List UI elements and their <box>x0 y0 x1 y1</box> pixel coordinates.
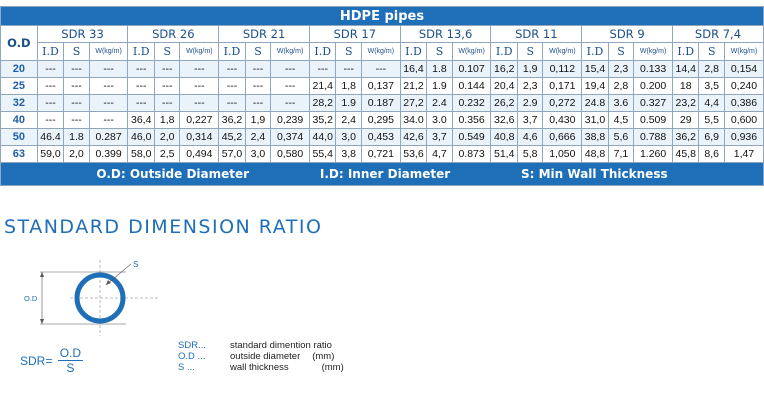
table-cell: 1,8 <box>336 78 361 95</box>
table-cell: 42,6 <box>400 129 427 146</box>
table-cell: 1.9 <box>336 95 361 112</box>
table-cell: --- <box>271 95 310 112</box>
table-cell: --- <box>219 61 246 78</box>
table-cell: 3,5 <box>699 78 724 95</box>
formula-denominator: S <box>66 361 75 375</box>
od-cell: 40 <box>1 112 38 129</box>
table-cell: 0.107 <box>452 61 491 78</box>
table-cell: 0.509 <box>634 112 673 129</box>
table-title: HDPE pipes <box>1 7 764 26</box>
table-cell: 0,112 <box>543 61 582 78</box>
table-cell: 0,227 <box>180 112 219 129</box>
od-arrow-top <box>40 272 44 277</box>
s-sub-header: S <box>245 43 270 61</box>
table-cell: 28,2 <box>309 95 336 112</box>
table-cell: --- <box>128 95 155 112</box>
table-cell: 0,171 <box>543 78 582 95</box>
s-arrow <box>106 280 111 285</box>
table-cell: 2,8 <box>699 61 724 78</box>
table-cell: --- <box>180 95 219 112</box>
table-cell: --- <box>309 61 336 78</box>
weight-sub-header: W(kg/m) <box>634 43 673 61</box>
table-cell: 32,6 <box>491 112 518 129</box>
sdr-group-header: SDR 33 <box>37 26 128 43</box>
table-cell: 34.0 <box>400 112 427 129</box>
table-cell: --- <box>37 61 64 78</box>
weight-sub-header: W(kg/m) <box>180 43 219 61</box>
table-cell: 0,430 <box>543 112 582 129</box>
table-cell: 19,4 <box>582 78 609 95</box>
table-cell: 0.187 <box>361 95 400 112</box>
definition-s: S ... wall thickness (mm) <box>178 362 344 373</box>
table-cell: --- <box>245 61 270 78</box>
s-sub-header: S <box>608 43 633 61</box>
definition-od: O.D ... outside diameter (mm) <box>178 351 335 362</box>
weight-sub-header: W(kg/m) <box>89 43 128 61</box>
table-cell: 2.9 <box>517 95 542 112</box>
sdr-group-header: SDR 26 <box>128 26 219 43</box>
sdr-group-header: SDR 21 <box>219 26 310 43</box>
legend-s: S: Min Wall Thickness <box>521 167 668 181</box>
table-cell: 0,600 <box>724 112 763 129</box>
formula-fraction <box>58 346 83 375</box>
table-cell: 3,7 <box>517 112 542 129</box>
id-sub-header: I.D <box>491 43 518 61</box>
table-cell: --- <box>180 61 219 78</box>
table-cell: 55,4 <box>309 146 336 163</box>
legend-id: I.D: Inner Diameter <box>319 167 451 181</box>
table-cell: 0,314 <box>180 129 219 146</box>
table-cell: 0,295 <box>361 112 400 129</box>
table-cell: 1.8 <box>427 61 452 78</box>
table-cell: --- <box>361 61 400 78</box>
table-cell: --- <box>180 78 219 95</box>
sdr-group-header: SDR 9 <box>582 26 673 43</box>
table-cell: 8,6 <box>699 146 724 163</box>
table-cell: --- <box>64 95 89 112</box>
table-cell: 18 <box>672 78 699 95</box>
table-cell: --- <box>89 61 128 78</box>
table-cell: --- <box>89 112 128 129</box>
weight-sub-header: W(kg/m) <box>543 43 582 61</box>
sdr-group-header: SDR 13,6 <box>400 26 491 43</box>
table-cell: 0,374 <box>271 129 310 146</box>
formula-numerator: O.D <box>59 346 82 360</box>
od-cell: 63 <box>1 146 38 163</box>
table-cell: --- <box>128 78 155 95</box>
table-cell: 53,6 <box>400 146 427 163</box>
table-row <box>1 112 764 129</box>
od-column-header: O.D <box>1 26 38 61</box>
table-cell: 48,8 <box>582 146 609 163</box>
table-cell: 21,2 <box>400 78 427 95</box>
table-cell: 46.4 <box>37 129 64 146</box>
id-sub-header: I.D <box>400 43 427 61</box>
table-cell: 5,8 <box>517 146 542 163</box>
table-cell: 0.200 <box>634 78 673 95</box>
section-heading: STANDARD DIMENSION RATIO <box>4 216 323 238</box>
s-sub-header: S <box>427 43 452 61</box>
sdr-group-header: SDR 17 <box>309 26 400 43</box>
table-cell: 29 <box>672 112 699 129</box>
table-cell: 2,0 <box>154 129 179 146</box>
table-cell: 0.144 <box>452 78 491 95</box>
s-label: S <box>133 260 139 269</box>
table-cell: 36,2 <box>672 129 699 146</box>
table-cell: 2.4 <box>427 95 452 112</box>
table-cell: 4,5 <box>608 112 633 129</box>
table-cell: --- <box>271 61 310 78</box>
table-cell: 23,2 <box>672 95 699 112</box>
table-cell: 36,4 <box>128 112 155 129</box>
table-cell: 3,8 <box>336 146 361 163</box>
table-cell: 4,7 <box>427 146 452 163</box>
table-cell: 0.549 <box>452 129 491 146</box>
s-sub-header: S <box>64 43 89 61</box>
table-cell: 4,4 <box>699 95 724 112</box>
table-cell: 0.788 <box>634 129 673 146</box>
table-cell: 2,5 <box>154 146 179 163</box>
table-cell: 0,272 <box>543 95 582 112</box>
table-cell: --- <box>89 95 128 112</box>
table-cell: 0,137 <box>361 78 400 95</box>
table-cell: 0,936 <box>724 129 763 146</box>
table-cell: 3.6 <box>608 95 633 112</box>
table-row <box>1 129 764 146</box>
table-cell: 20,4 <box>491 78 518 95</box>
table-cell: --- <box>64 78 89 95</box>
table-cell: 1,47 <box>724 146 763 163</box>
table-cell: --- <box>37 112 64 129</box>
s-sub-header: S <box>699 43 724 61</box>
table-cell: 0,494 <box>180 146 219 163</box>
table-cell: 4,6 <box>517 129 542 146</box>
table-cell: 36,2 <box>219 112 246 129</box>
table-cell: 1,9 <box>245 112 270 129</box>
od-cell: 25 <box>1 78 38 95</box>
table-cell: 40,8 <box>491 129 518 146</box>
table-cell: 3.0 <box>427 112 452 129</box>
table-cell: 0.873 <box>452 146 491 163</box>
table-cell: 58,0 <box>128 146 155 163</box>
table-cell: 0.399 <box>89 146 128 163</box>
sdr-formula <box>20 346 83 375</box>
table-cell: 57,0 <box>219 146 246 163</box>
table-cell: 0.287 <box>89 129 128 146</box>
od-arrow-bottom <box>40 319 44 324</box>
table-cell: 5,5 <box>699 112 724 129</box>
formula-lhs: SDR= <box>20 353 53 368</box>
od-cell: 20 <box>1 61 38 78</box>
id-sub-header: I.D <box>582 43 609 61</box>
hdpe-pipes-table <box>0 6 764 186</box>
table-cell: 1,050 <box>543 146 582 163</box>
table-cell: 2,4 <box>336 112 361 129</box>
id-sub-header: I.D <box>219 43 246 61</box>
id-sub-header: I.D <box>128 43 155 61</box>
table-cell: 1,9 <box>517 61 542 78</box>
table-cell: 6,9 <box>699 129 724 146</box>
table-cell: --- <box>128 61 155 78</box>
table-cell: 2,4 <box>245 129 270 146</box>
table-cell: 16,2 <box>491 61 518 78</box>
table-cell: 0,154 <box>724 61 763 78</box>
s-sub-header: S <box>154 43 179 61</box>
table-cell: 0,239 <box>271 112 310 129</box>
table-cell: 44,0 <box>309 129 336 146</box>
table-cell: 24.8 <box>582 95 609 112</box>
s-sub-header: S <box>517 43 542 61</box>
table-cell: 31,0 <box>582 112 609 129</box>
table-row <box>1 146 764 163</box>
table-cell: 26,2 <box>491 95 518 112</box>
table-row <box>1 61 764 78</box>
table-cell: --- <box>89 78 128 95</box>
table-cell: --- <box>219 78 246 95</box>
od-cell: 32 <box>1 95 38 112</box>
id-sub-header: I.D <box>37 43 64 61</box>
s-sub-header: S <box>336 43 361 61</box>
table-cell: 2,8 <box>608 78 633 95</box>
weight-sub-header: W(kg/m) <box>361 43 400 61</box>
sdr-group-header: SDR 11 <box>491 26 582 43</box>
table-cell: --- <box>245 78 270 95</box>
legend-od: O.D: Outside Diameter <box>96 167 250 181</box>
table-cell: 5,6 <box>608 129 633 146</box>
table-cell: 1,8 <box>154 112 179 129</box>
table-cell: --- <box>64 112 89 129</box>
table-cell: 2,3 <box>608 61 633 78</box>
table-cell: --- <box>245 95 270 112</box>
table-cell: --- <box>219 95 246 112</box>
od-cell: 50 <box>1 129 38 146</box>
table-cell: --- <box>154 61 179 78</box>
sdr-group-header: SDR 7,4 <box>672 26 763 43</box>
weight-sub-header: W(kg/m) <box>271 43 310 61</box>
table-cell: 3,7 <box>427 129 452 146</box>
table-cell: 21,4 <box>309 78 336 95</box>
table-cell: 38,8 <box>582 129 609 146</box>
table-cell: 35,2 <box>309 112 336 129</box>
legend-bar <box>1 163 764 186</box>
table-cell: --- <box>154 95 179 112</box>
table-cell: --- <box>154 78 179 95</box>
table-cell: 0,580 <box>271 146 310 163</box>
table-cell: 1.9 <box>427 78 452 95</box>
table-cell: 15,4 <box>582 61 609 78</box>
table-cell: 0.133 <box>634 61 673 78</box>
table-cell: 0.356 <box>452 112 491 129</box>
id-sub-header: I.D <box>672 43 699 61</box>
table-cell: 0,453 <box>361 129 400 146</box>
definitions-list <box>178 340 344 373</box>
table-cell: 0.232 <box>452 95 491 112</box>
table-cell: 27,2 <box>400 95 427 112</box>
table-cell: --- <box>336 61 361 78</box>
table-cell: 2,0 <box>64 146 89 163</box>
table-cell: --- <box>37 78 64 95</box>
table-row <box>1 78 764 95</box>
table-cell: 16,4 <box>400 61 427 78</box>
weight-sub-header: W(kg/m) <box>452 43 491 61</box>
table-cell: 3,0 <box>245 146 270 163</box>
table-cell: --- <box>64 61 89 78</box>
table-cell: 51,4 <box>491 146 518 163</box>
table-cell: 45,2 <box>219 129 246 146</box>
table-cell: --- <box>271 78 310 95</box>
table-cell: 0,721 <box>361 146 400 163</box>
id-sub-header: I.D <box>309 43 336 61</box>
table-cell: 2,3 <box>517 78 542 95</box>
table-row <box>1 95 764 112</box>
od-label: O.D <box>24 294 38 303</box>
definition-sdr: SDR... standard dimention ratio <box>178 340 332 351</box>
weight-sub-header: W(kg/m) <box>724 43 763 61</box>
table-cell: --- <box>37 95 64 112</box>
table-cell: 1.260 <box>634 146 673 163</box>
table-cell: 1.8 <box>64 129 89 146</box>
table-cell: 3,0 <box>336 129 361 146</box>
table-cell: 59,0 <box>37 146 64 163</box>
pipe-cross-section-diagram <box>14 256 164 338</box>
table-cell: 0,240 <box>724 78 763 95</box>
table-cell: 0.327 <box>634 95 673 112</box>
table-cell: 7,1 <box>608 146 633 163</box>
table-cell: 0,386 <box>724 95 763 112</box>
table-cell: 14,4 <box>672 61 699 78</box>
table-cell: 46,0 <box>128 129 155 146</box>
table-cell: 0,666 <box>543 129 582 146</box>
table-cell: 45,8 <box>672 146 699 163</box>
